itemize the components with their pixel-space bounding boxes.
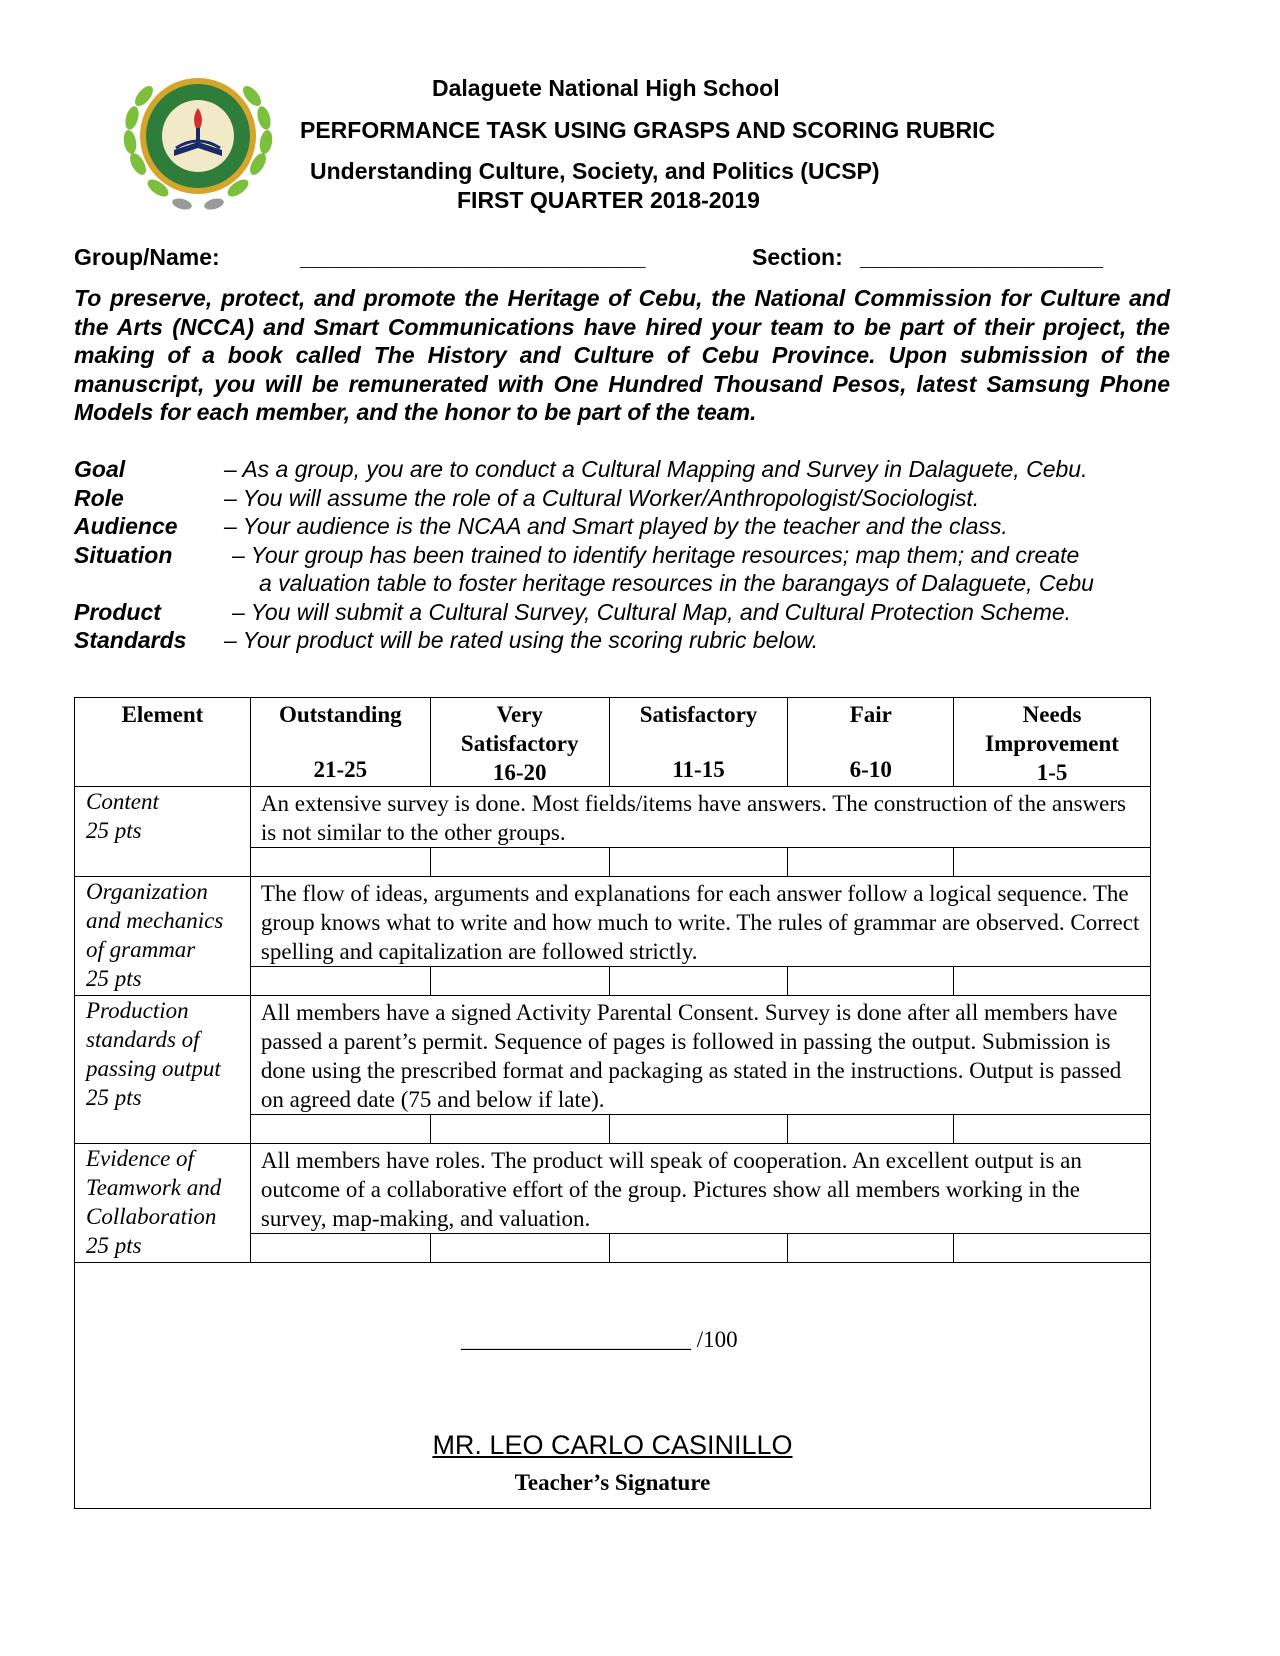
grasps-product [74, 598, 1194, 627]
element-cell [75, 877, 251, 996]
score-cell[interactable] [954, 848, 1151, 877]
header-fair: Fair 6-10 [788, 698, 954, 787]
section-blank[interactable]: ___________________ [860, 244, 1104, 270]
grasps-text: – As a group, you are to conduct a Cultural Mapping and Survey in Dalaguete, Cebu. [224, 456, 1088, 482]
header-element: Element [75, 698, 251, 787]
grasps-standards [74, 626, 1194, 655]
grasps-text: – You will assume the role of a Cultural Worker/Anthropologist/Sociologist. [224, 484, 980, 511]
grasps-label: Role [74, 484, 124, 511]
header-needs-improvement: Needs Improvement 1-5 [954, 698, 1151, 787]
grasps-label: Goal [74, 456, 126, 482]
grasps-text: – Your product will be rated using the scoring rubric below. [224, 627, 819, 653]
score-cell[interactable] [430, 848, 609, 877]
score-cell[interactable] [788, 967, 954, 996]
score-cell[interactable] [788, 1234, 954, 1263]
element-name: Content [86, 789, 159, 814]
grasps-list [74, 455, 1194, 655]
grasps-label: Situation [74, 541, 173, 568]
grasps-role [74, 484, 1194, 513]
rubric-row-teamwork [75, 1144, 1151, 1234]
description-cell: The flow of ideas, arguments and explanations for each answer follow a logical sequence. The group knows what to write and how much to write. The rules of grammar are observed. Correct spelling and capitalization are followed strictly. [250, 877, 1150, 967]
footer-cell [75, 1263, 1151, 1509]
total-score-line[interactable]: ____________________ /100 [461, 1327, 738, 1352]
grasps-text: – Your audience is the NCAA and Smart played by the teacher and the class. [224, 513, 1008, 539]
grasps-label: Standards [74, 627, 187, 653]
score-cell[interactable] [954, 1115, 1151, 1144]
group-name-label: Group/Name: [74, 244, 220, 270]
grasps-audience [74, 512, 1194, 541]
school-name: Dalaguete National High School [432, 75, 780, 101]
element-cell [75, 1144, 251, 1263]
element-name: Evidence of Teamwork and Collaboration [86, 1146, 222, 1229]
grasps-text: – You will submit a Cultural Survey, Cultural Map, and Cultural Protection Scheme. [232, 598, 1072, 625]
quarter-title: FIRST QUARTER 2018-2019 [457, 187, 760, 213]
group-name-blank[interactable]: ___________________________ [300, 244, 646, 270]
score-cell[interactable] [250, 848, 430, 877]
subject-title: Understanding Culture, Society, and Politics (UCSP) [310, 158, 880, 184]
grasps-text-continued: a valuation table to foster heritage resources in the barangays of Dalaguete, Cebu [259, 570, 1094, 596]
grasps-goal [74, 455, 1194, 484]
signature-label: Teacher’s Signature [514, 1470, 711, 1495]
school-logo [118, 64, 278, 214]
score-cell[interactable] [609, 1115, 788, 1144]
element-name: Organization and mechanics of grammar [86, 879, 224, 962]
score-cell[interactable] [609, 967, 788, 996]
score-cell[interactable] [954, 967, 1151, 996]
element-points: 25 pts [86, 818, 142, 843]
section-label: Section: [752, 244, 843, 270]
score-cell[interactable] [788, 848, 954, 877]
element-points: 25 pts [86, 1233, 142, 1258]
element-cell [75, 787, 251, 877]
rubric-footer-row [75, 1263, 1151, 1509]
header-very-satisfactory: Very Satisfactory 16-20 [430, 698, 609, 787]
task-scenario: To preserve, protect, and promote the Heritage of Cebu, the National Commission for Culture and the Arts (NCCA) and Smart Communications have hired your team to be part of their project, the making of a book called The History and Culture of Cebu Province. Upon submission of the manuscript, you will be remunerated with One Hundred Thousand Pesos, latest Samsung Phone Models for each member, and the honor to be part of the team. [74, 285, 1170, 425]
description-cell: All members have roles. The product will speak of cooperation. An excellent output is an outcome of a collaborative effort of the group. Pictures show all members working in the survey, map-making, and valuation. [250, 1144, 1150, 1234]
element-points: 25 pts [86, 966, 142, 991]
element-points: 25 pts [86, 1085, 142, 1110]
teacher-name: MR. LEO CARLO CASINILLO [432, 1430, 793, 1460]
element-name: Production standards of passing output [86, 998, 221, 1081]
element-cell [75, 996, 251, 1144]
score-cell[interactable] [430, 967, 609, 996]
rubric-row-organization [75, 877, 1151, 967]
grasps-situation [74, 541, 1194, 598]
scoring-rubric-table [74, 697, 1151, 1509]
score-cell[interactable] [430, 1234, 609, 1263]
score-cell[interactable] [430, 1115, 609, 1144]
description-cell: An extensive survey is done. Most fields/items have answers. The construction of the answers is not similar to the other groups. [250, 787, 1150, 848]
score-cell[interactable] [609, 848, 788, 877]
score-cell[interactable] [250, 967, 430, 996]
score-cell[interactable] [250, 1115, 430, 1144]
document-title: PERFORMANCE TASK USING GRASPS AND SCORING RUBRIC [300, 117, 996, 143]
grasps-label: Product [74, 598, 161, 625]
grasps-label: Audience [74, 513, 178, 539]
score-cell[interactable] [609, 1234, 788, 1263]
rubric-header-row [75, 698, 1151, 787]
grasps-text: – Your group has been trained to identify heritage resources; map them; and create [232, 541, 1080, 568]
header-satisfactory: Satisfactory 11-15 [609, 698, 788, 787]
header-outstanding: Outstanding 21-25 [250, 698, 430, 787]
rubric-row-production [75, 996, 1151, 1115]
score-cell[interactable] [788, 1115, 954, 1144]
description-cell: All members have a signed Activity Parental Consent. Survey is done after all members have passed a parent’s permit. Sequence of pages is followed in passing the output. Submission is done using the prescribed format and packaging as stated in the instructions. Output is passed on agreed date (75 and below if late). [250, 996, 1150, 1115]
score-cell[interactable] [954, 1234, 1151, 1263]
rubric-row-content [75, 787, 1151, 848]
score-cell[interactable] [250, 1234, 430, 1263]
